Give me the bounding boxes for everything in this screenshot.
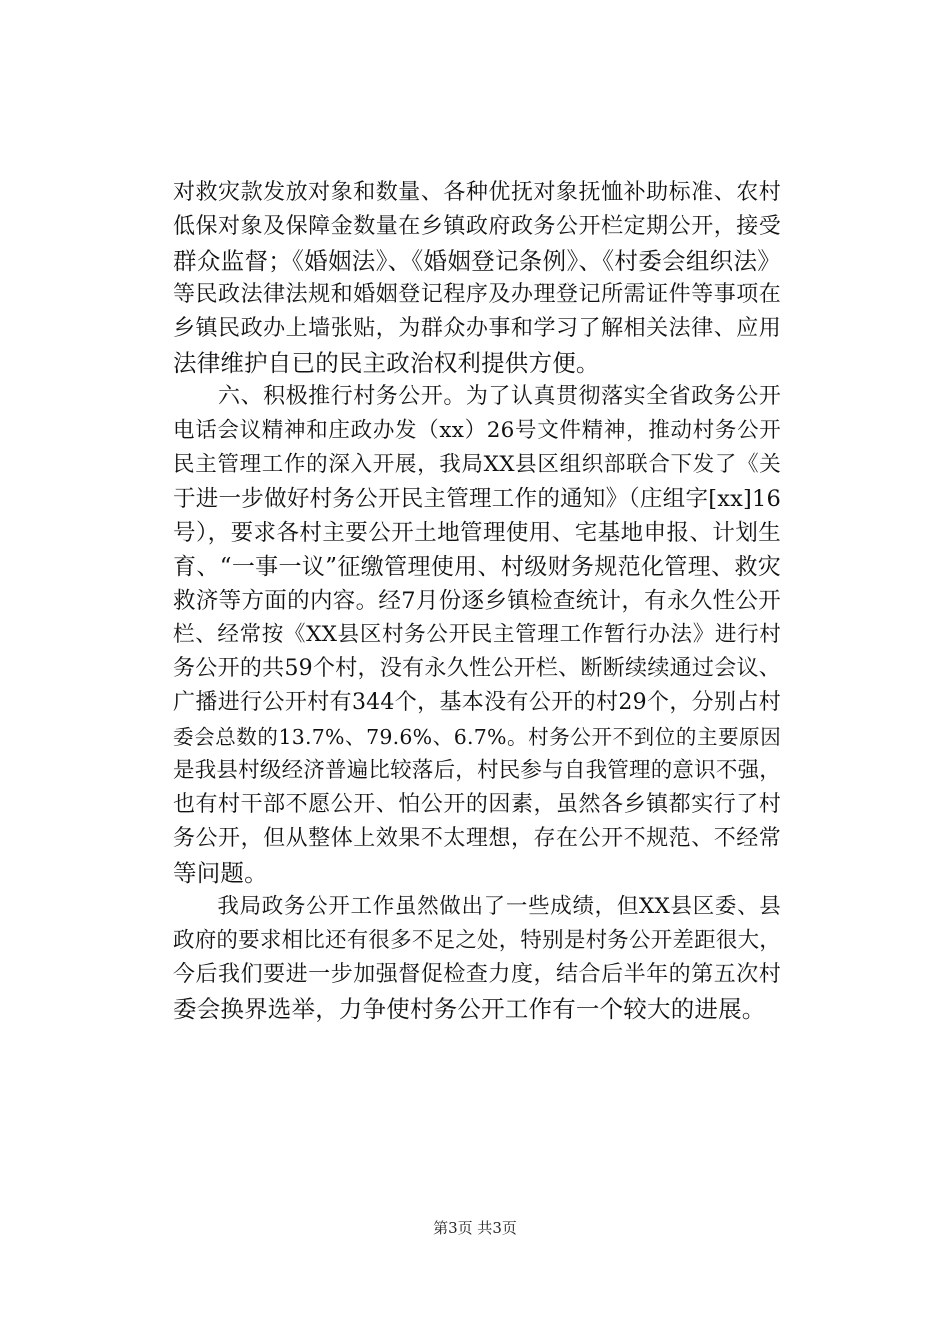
text-line: 号），要求各村主要公开土地管理使用、宅基地申报、计划生: [173, 520, 781, 546]
text-line: 对救灾款发放对象和数量、各种优抚对象抚恤补助标准、农村: [173, 180, 781, 205]
text-line: 群众监督；《婚姻法》、《婚姻登记条例》、《村委会组织法》: [173, 247, 781, 275]
text-line: 电话会议精神和庄政办发（xx）26号文件精神，推动村务公开: [173, 418, 781, 443]
text-line: 今后我们要进一步加强督促检查力度，结合后半年的第五次村: [173, 962, 781, 987]
text-line: 委会总数的13.7%、79.6%、6.7%。村务公开不到位的主要原因: [173, 725, 781, 749]
text-line: 六、积极推行村务公开。为了认真贯彻落实全省政务公开: [173, 384, 781, 409]
text-line: 乡镇民政办上墙张贴，为群众办事和学习了解相关法律、应用: [173, 316, 781, 341]
text-line: 务公开，但从整体上效果不太理想，存在公开不规范、不经常: [173, 826, 781, 851]
text-line: 等问题。: [173, 859, 268, 887]
page-number-footer: 第3页 共3页: [433, 1219, 517, 1237]
text-line: 是我县村级经济普遍比较落后，村民参与自我管理的意识不强，: [173, 758, 781, 783]
body-text: [173, 176, 781, 1026]
text-line: 栏、经常按《XX县区村务公开民主管理工作暂行办法》进行村: [173, 622, 781, 647]
text-line: 低保对象及保障金数量在乡镇政府政务公开栏定期公开，接受: [173, 214, 781, 239]
text-line: 于进一步做好村务公开民主管理工作的通知》（庄组字[xx]16: [173, 486, 781, 512]
text-line: 等民政法律法规和婚姻登记程序及办理登记所需证件等事项在: [173, 282, 781, 307]
text-line: 我局政务公开工作虽然做出了一些成绩，但XX县区委、县: [173, 894, 781, 919]
text-line: 务公开的共59个村，没有永久性公开栏、断断续续通过会议、: [173, 656, 781, 681]
text-line: 育、“一事一议”征缴管理使用、村级财务规范化管理、救灾: [173, 554, 781, 580]
text-line: 也有村干部不愿公开、怕公开的因素，虽然各乡镇都实行了村: [173, 792, 781, 817]
text-line: 广播进行公开村有344个，基本没有公开的村29个，分别占村: [173, 690, 781, 715]
text-line: 民主管理工作的深入开展，我局XX县区组织部联合下发了《关: [173, 452, 781, 477]
text-line: 救济等方面的内容。经7月份逐乡镇检查统计，有永久性公开: [173, 588, 781, 614]
text-line: 委会换界选举，力争使村务公开工作有一个较大的进展。: [173, 995, 766, 1023]
text-line: 法律维护自已的民主政治权利提供方便。: [173, 349, 600, 377]
text-line: 政府的要求相比还有很多不足之处，特别是村务公开差距很大，: [173, 928, 781, 953]
